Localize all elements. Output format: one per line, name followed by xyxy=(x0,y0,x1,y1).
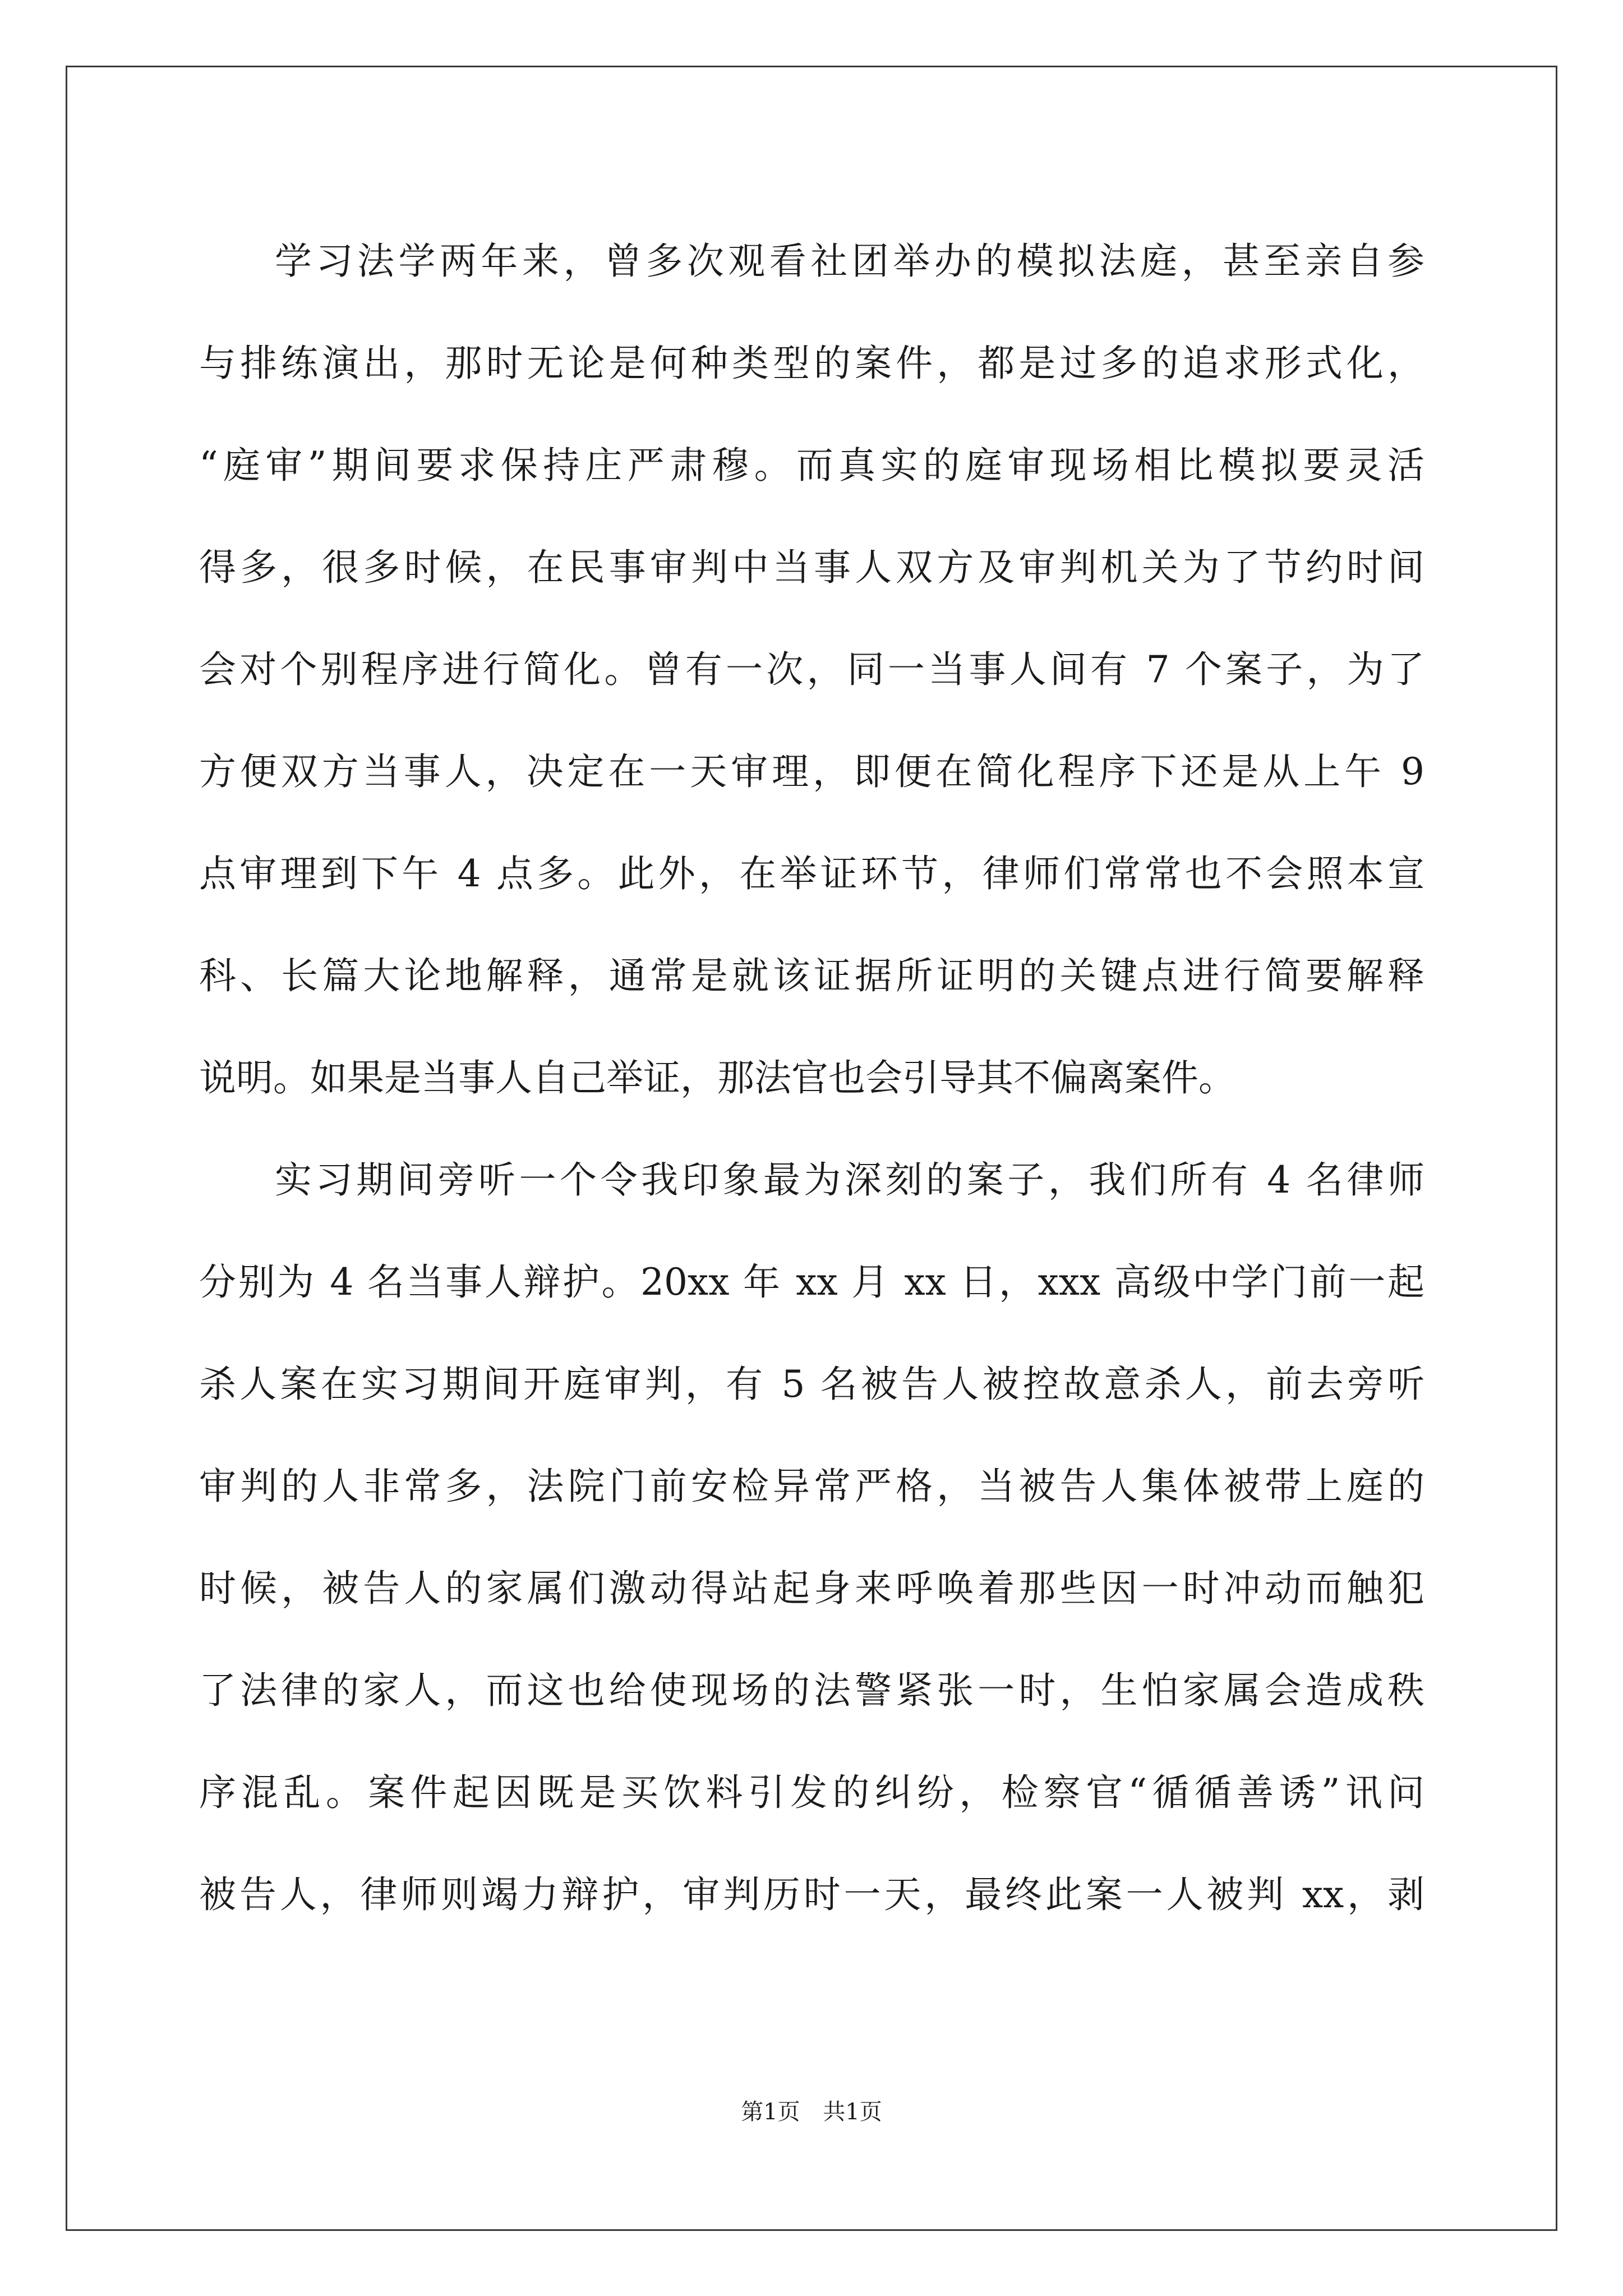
paragraph-1-line-8: 科、长篇大论地解释，通常是就该证据所证明的关键点进行简要解释 xyxy=(199,954,1424,997)
paragraph-2-line-4: 审判的人非常多，法院门前安检异常严格，当被告人集体被带上庭的 xyxy=(199,1465,1424,1508)
document-body xyxy=(199,210,1424,1946)
paragraph-1-line-3: “庭审”期间要求保持庄严肃穆。而真实的庭审现场相比模拟要灵活 xyxy=(199,444,1424,487)
page-number: 第1页 xyxy=(741,2099,800,2125)
paragraph-1-line-5: 会对个别程序进行简化。曾有一次，同一当事人间有 7 个案子，为了 xyxy=(199,648,1424,691)
paragraph-2-line-8: 被告人，律师则竭力辩护，审判历时一天，最终此案一人被判 xx，剥 xyxy=(199,1873,1424,1916)
paragraph-2-line-2: 分别为 4 名当事人辩护。20xx 年 xx 月 xx 日，xxx 高级中学门前一起 xyxy=(199,1260,1424,1304)
paragraph-1-line-6: 方便双方当事人，决定在一天审理，即便在简化程序下还是从上午 9 xyxy=(199,750,1424,793)
paragraph-1-line-7: 点审理到下午 4 点多。此外，在举证环节，律师们常常也不会照本宣 xyxy=(199,852,1424,895)
paragraph-2-line-7: 序混乱。案件起因既是买饮料引发的纠纷，检察官“循循善诱”讯问 xyxy=(199,1771,1424,1814)
paragraph-1-line-1: 学习法学两年来，曾多次观看社团举办的模拟法庭，甚至亲自参 xyxy=(275,240,1424,283)
total-pages: 共1页 xyxy=(823,2099,882,2125)
page-footer xyxy=(0,2095,1623,2129)
paragraph-2-line-6: 了法律的家人，而这也给使现场的法警紧张一时，生怕家属会造成秩 xyxy=(199,1669,1424,1712)
paragraph-2-line-3: 杀人案在实习期间开庭审判，有 5 名被告人被控故意杀人，前去旁听 xyxy=(199,1363,1424,1406)
paragraph-1-line-9: 说明。如果是当事人自己举证，那法官也会引导其不偏离案件。 xyxy=(199,1056,1235,1099)
paragraph-2-line-1: 实习期间旁听一个令我印象最为深刻的案子，我们所有 4 名律师 xyxy=(275,1158,1424,1202)
paragraph-2-line-5: 时候，被告人的家属们激动得站起身来呼唤着那些因一时冲动而触犯 xyxy=(199,1567,1424,1610)
paragraph-1-line-2: 与排练演出，那时无论是何种类型的案件，都是过多的追求形式化， xyxy=(199,342,1424,385)
paragraph-1-line-4: 得多，很多时候，在民事审判中当事人双方及审判机关为了节约时间 xyxy=(199,546,1424,589)
